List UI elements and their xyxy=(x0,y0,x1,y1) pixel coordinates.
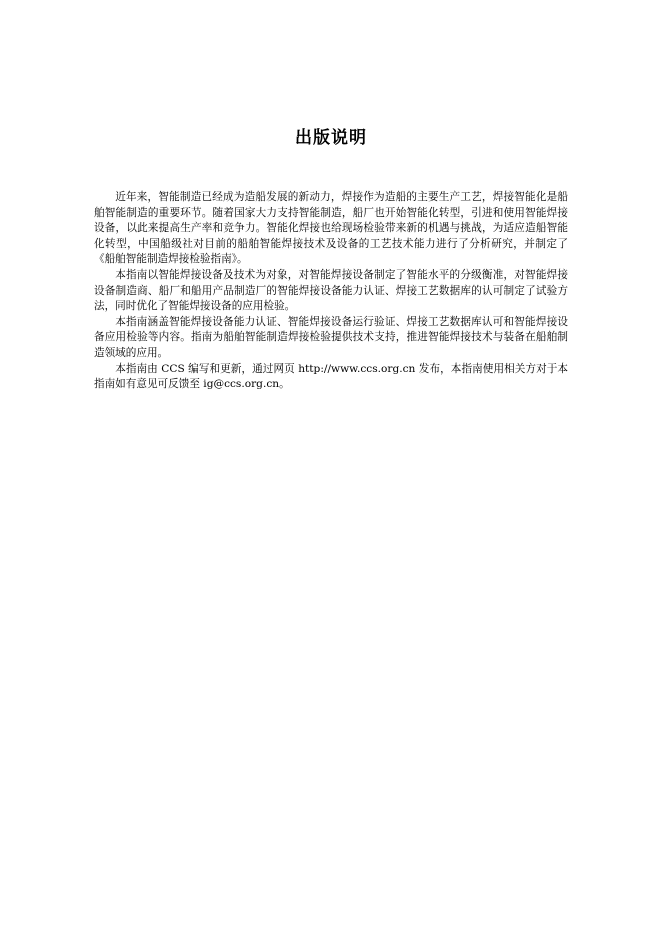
page-title: 出版说明 xyxy=(295,128,367,148)
body-text xyxy=(94,190,568,393)
paragraph-content: 本指南涵盖智能焊接设备能力认证、智能焊接设备运行验证、焊接工艺数据库认可和智能焊接设备应用检验等内容。指南为船舶智能制造焊接检验提供技术支持，推进智能焊接技术与装备在船舶制造领域的应用。 xyxy=(94,315,568,359)
paragraph-scope: 本指南以智能焊接设备及技术为对象，对智能焊接设备制定了智能水平的分级衡准，对智能焊接设备制造商、船厂和船用产品制造厂的智能焊接设备能力认证、焊接工艺数据库的认可制定了试验方法，同时优化了智能焊接设备的应用检验。 xyxy=(94,268,568,313)
paragraph-publication: 本指南由 CCS 编写和更新，通过网页 http://www.ccs.org.cn 发布，本指南使用相关方对于本指南如有意见可反馈至 ig@ccs.org.cn。 xyxy=(94,362,568,391)
paragraph-intro: 近年来，智能制造已经成为造船发展的新动力，焊接作为造船的主要生产工艺，焊接智能化是船舶智能制造的重要环节。随着国家大力支持智能制造，船厂也开始智能化转型，引进和使用智能焊接设备，以此来提高生产率和竞争力。智能化焊接也给现场检验带来新的机遇与挑战，为适应造船智能化转型，中国船级社对目前的船舶智能焊接技术及设备的工艺技术能力进行了分析研究，并制定了《船舶智能制造焊接检验指南》。 xyxy=(94,191,568,266)
